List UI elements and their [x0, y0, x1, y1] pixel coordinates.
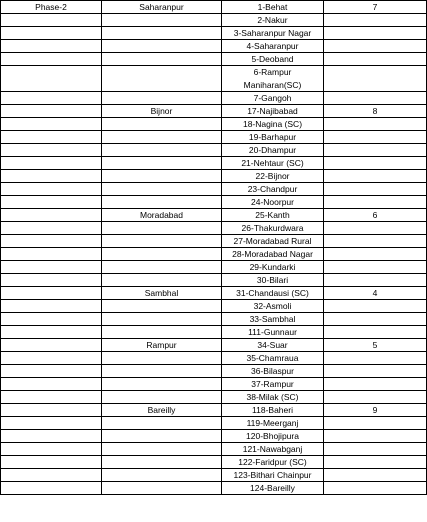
constituency-cell: 31-Chandausi (SC)	[222, 287, 324, 300]
table-row	[1, 469, 427, 482]
table-row	[1, 118, 427, 131]
constituency-cell: 18-Nagina (SC)	[222, 118, 324, 131]
constituency-cell: 118-Baheri	[222, 404, 324, 417]
table-row	[1, 378, 427, 391]
table-row	[1, 131, 427, 144]
constituency-cell: 26-Thakurdwara	[222, 222, 324, 235]
table-row	[1, 391, 427, 404]
constituency-cell: 25-Kanth	[222, 209, 324, 222]
table-row	[1, 235, 427, 248]
constituency-cell: 29-Kundarki	[222, 261, 324, 274]
constituency-cell: 32-Asmoli	[222, 300, 324, 313]
table-row	[1, 209, 427, 222]
table-row	[1, 339, 427, 352]
district-cell: Rampur	[102, 339, 222, 352]
table-row	[1, 105, 427, 118]
district-cell: Sambhal	[102, 287, 222, 300]
table-row	[1, 183, 427, 196]
table-row	[1, 261, 427, 274]
table-row	[1, 53, 427, 66]
constituency-cell: 5-Deoband	[222, 53, 324, 66]
constituency-cell: 119-Meerganj	[222, 417, 324, 430]
constituency-cell: 2-Nakur	[222, 14, 324, 27]
table-row	[1, 66, 427, 92]
table-row	[1, 40, 427, 53]
table-row	[1, 443, 427, 456]
table-row	[1, 144, 427, 157]
constituency-cell: 17-Najibabad	[222, 105, 324, 118]
constituency-cell: 123-Bithari Chainpur	[222, 469, 324, 482]
table-row	[1, 196, 427, 209]
table-row	[1, 157, 427, 170]
constituency-cell: 7-Gangoh	[222, 92, 324, 105]
constituency-cell: 36-Bilaspur	[222, 365, 324, 378]
seat-count-cell: 5	[324, 339, 427, 352]
table-row	[1, 274, 427, 287]
constituency-cell: 111-Gunnaur	[222, 326, 324, 339]
seat-count-cell: 9	[324, 404, 427, 417]
table-row	[1, 430, 427, 443]
seat-count-cell: 7	[324, 1, 427, 14]
table-row	[1, 326, 427, 339]
constituency-cell: 35-Chamraua	[222, 352, 324, 365]
constituency-cell: 3-Saharanpur Nagar	[222, 27, 324, 40]
table-row	[1, 456, 427, 469]
constituency-cell: 23-Chandpur	[222, 183, 324, 196]
constituency-cell: 21-Nehtaur (SC)	[222, 157, 324, 170]
constituency-cell: 124-Bareilly	[222, 482, 324, 495]
constituency-cell: 120-Bhojipura	[222, 430, 324, 443]
table-row	[1, 27, 427, 40]
table-row	[1, 404, 427, 417]
phase-cell: Phase-2	[1, 1, 102, 14]
constituency-cell: 34-Suar	[222, 339, 324, 352]
table-row	[1, 300, 427, 313]
district-cell: Bijnor	[102, 105, 222, 118]
seat-count-cell: 6	[324, 209, 427, 222]
table-row	[1, 365, 427, 378]
table-row	[1, 14, 427, 27]
table-row	[1, 352, 427, 365]
constituency-cell: 6-Rampur Maniharan(SC)	[222, 66, 324, 92]
constituency-cell: 22-Bijnor	[222, 170, 324, 183]
district-cell: Bareilly	[102, 404, 222, 417]
constituency-cell: 19-Barhapur	[222, 131, 324, 144]
constituency-cell: 27-Moradabad Rural	[222, 235, 324, 248]
constituency-cell: 4-Saharanpur	[222, 40, 324, 53]
seat-count-cell: 8	[324, 105, 427, 118]
constituency-cell: 33-Sambhal	[222, 313, 324, 326]
table-row	[1, 313, 427, 326]
table-row	[1, 1, 427, 14]
constituency-cell: 28-Moradabad Nagar	[222, 248, 324, 261]
table-row	[1, 287, 427, 300]
constituency-cell: 121-Nawabganj	[222, 443, 324, 456]
constituency-cell: 20-Dhampur	[222, 144, 324, 157]
table-row	[1, 170, 427, 183]
district-cell: Saharanpur	[102, 1, 222, 14]
table-row	[1, 92, 427, 105]
constituency-cell: 1-Behat	[222, 1, 324, 14]
district-cell: Moradabad	[102, 209, 222, 222]
seat-count-cell: 4	[324, 287, 427, 300]
constituency-cell: 24-Noorpur	[222, 196, 324, 209]
constituency-cell: 38-Milak (SC)	[222, 391, 324, 404]
table-row	[1, 222, 427, 235]
constituency-cell: 37-Rampur	[222, 378, 324, 391]
table-row	[1, 417, 427, 430]
constituency-cell: 122-Faridpur (SC)	[222, 456, 324, 469]
table-row	[1, 248, 427, 261]
table-row	[1, 482, 427, 495]
constituency-cell: 30-Bilari	[222, 274, 324, 287]
